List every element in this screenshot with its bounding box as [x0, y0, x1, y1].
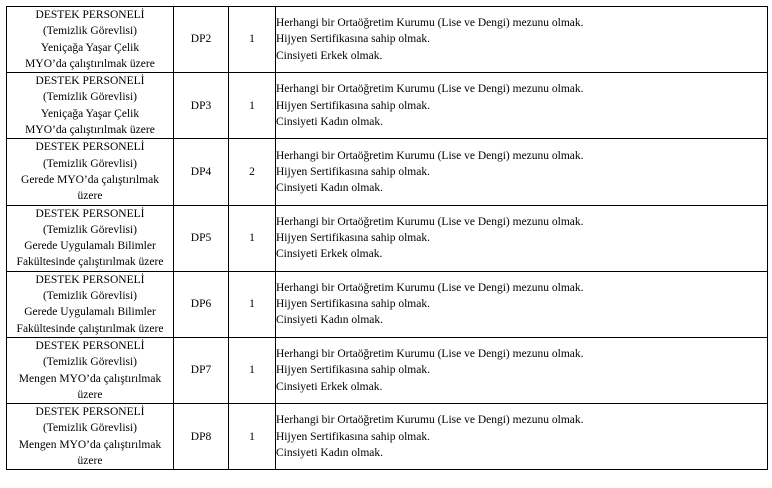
requirement-line: Hijyen Sertifikasına sahip olmak.	[276, 430, 430, 443]
position-title-line: (Temizlik Görevlisi)	[42, 422, 138, 435]
requirement-line: Herhangi bir Ortaöğretim Kurumu (Lise ve Dengi) mezunu olmak.	[276, 281, 584, 294]
position-title-line: DESTEK PERSONELİ	[35, 207, 145, 220]
position-count-cell: 1	[229, 271, 276, 337]
requirement-line: Herhangi bir Ortaöğretim Kurumu (Lise ve Dengi) mezunu olmak.	[276, 149, 584, 162]
table-row	[7, 73, 768, 139]
position-title-line: Gerede Uygulamalı Bilimler	[24, 240, 156, 253]
position-title-line: DESTEK PERSONELİ	[35, 9, 145, 21]
requirement-line: Cinsiyeti Erkek olmak.	[276, 49, 383, 62]
requirements-cell	[276, 73, 768, 139]
position-title-line: Yeniçağa Yaşar Çelik	[40, 41, 140, 54]
requirements-cell	[276, 271, 768, 337]
position-title-line: Fakültesinde çalıştırılmak üzere	[16, 256, 164, 269]
position-title-line: DESTEK PERSONELİ	[35, 339, 145, 352]
requirement-line: Hijyen Sertifikasına sahip olmak.	[276, 364, 430, 377]
position-count-cell: 1	[229, 73, 276, 139]
position-title-line: Fakültesinde çalıştırılmak üzere	[16, 322, 164, 335]
positions-table-body	[7, 7, 768, 470]
table-row	[7, 271, 768, 337]
requirement-line: Cinsiyeti Kadın olmak.	[276, 115, 384, 128]
requirements-cell	[276, 7, 768, 73]
requirement-line: Herhangi bir Ortaöğretim Kurumu (Lise ve Dengi) mezunu olmak.	[276, 215, 584, 228]
position-code-cell: DP2	[174, 7, 229, 73]
position-title-line: (Temizlik Görevlisi)	[42, 91, 138, 104]
requirement-line: Herhangi bir Ortaöğretim Kurumu (Lise ve Dengi) mezunu olmak.	[276, 348, 584, 361]
requirement-line: Hijyen Sertifikasına sahip olmak.	[276, 99, 430, 112]
position-count-cell: 2	[229, 139, 276, 205]
position-title-cell	[7, 139, 174, 205]
position-code-cell: DP5	[174, 205, 229, 271]
requirements-cell	[276, 205, 768, 271]
position-title-line: Yeniçağa Yaşar Çelik	[40, 107, 140, 120]
position-title-line: (Temizlik Görevlisi)	[42, 223, 138, 236]
position-title-cell	[7, 337, 174, 403]
position-title-line: (Temizlik Görevlisi)	[42, 157, 138, 170]
position-title-cell	[7, 205, 174, 271]
position-code-cell: DP7	[174, 337, 229, 403]
position-title-line: DESTEK PERSONELİ	[35, 141, 145, 154]
position-code-cell: DP4	[174, 139, 229, 205]
position-title-line: (Temizlik Görevlisi)	[42, 356, 138, 369]
position-title-line: Gerede Uygulamalı Bilimler	[24, 306, 156, 319]
position-title-line: DESTEK PERSONELİ	[35, 273, 145, 286]
position-code-cell: DP3	[174, 73, 229, 139]
table-row	[7, 404, 768, 470]
position-title-line: DESTEK PERSONELİ	[35, 75, 145, 88]
table-row	[7, 139, 768, 205]
table-row	[7, 7, 768, 73]
requirement-line: Cinsiyeti Erkek olmak.	[276, 248, 383, 261]
requirement-line: Herhangi bir Ortaöğretim Kurumu (Lise ve Dengi) mezunu olmak.	[276, 83, 584, 96]
position-title-line: üzere	[77, 388, 103, 401]
requirement-line: Hijyen Sertifikasına sahip olmak.	[276, 298, 430, 311]
position-code-cell: DP8	[174, 404, 229, 470]
position-title-cell	[7, 73, 174, 139]
requirement-line: Herhangi bir Ortaöğretim Kurumu (Lise ve Dengi) mezunu olmak.	[276, 414, 584, 427]
requirement-line: Cinsiyeti Erkek olmak.	[276, 380, 383, 393]
requirement-line: Hijyen Sertifikasına sahip olmak.	[276, 232, 430, 244]
position-title-line: Mengen MYO’da çalıştırılmak	[18, 438, 162, 451]
requirement-line: Hijyen Sertifikasına sahip olmak.	[276, 33, 430, 46]
position-count-cell: 1	[229, 7, 276, 73]
position-title-line: (Temizlik Görevlisi)	[42, 25, 138, 38]
position-title-cell	[7, 7, 174, 73]
position-title-line: (Temizlik Görevlisi)	[42, 290, 138, 303]
position-title-line: üzere	[77, 455, 103, 468]
requirement-line: Cinsiyeti Kadın olmak.	[276, 314, 384, 327]
requirements-cell	[276, 404, 768, 470]
position-title-line: MYO’da çalıştırılmak üzere	[25, 124, 155, 137]
position-count-cell: 1	[229, 205, 276, 271]
requirement-line: Hijyen Sertifikasına sahip olmak.	[276, 165, 430, 178]
position-title-line: DESTEK PERSONELİ	[35, 406, 145, 419]
position-title-cell	[7, 271, 174, 337]
positions-table	[6, 6, 768, 470]
position-code-cell: DP6	[174, 271, 229, 337]
requirements-cell	[276, 337, 768, 403]
table-row	[7, 205, 768, 271]
requirement-line: Herhangi bir Ortaöğretim Kurumu (Lise ve Dengi) mezunu olmak.	[276, 17, 584, 30]
position-title-line: MYO’da çalıştırılmak üzere	[25, 57, 155, 70]
table-row	[7, 337, 768, 403]
position-title-line: Mengen MYO’da çalıştırılmak	[18, 372, 162, 385]
position-title-line: Gerede MYO’da çalıştırılmak	[21, 173, 159, 186]
position-count-cell: 1	[229, 404, 276, 470]
position-count-cell: 1	[229, 337, 276, 403]
requirement-line: Cinsiyeti Kadın olmak.	[276, 182, 384, 195]
requirements-cell	[276, 139, 768, 205]
position-title-line: üzere	[77, 190, 103, 203]
position-title-cell	[7, 404, 174, 470]
requirement-line: Cinsiyeti Kadın olmak.	[276, 446, 384, 459]
